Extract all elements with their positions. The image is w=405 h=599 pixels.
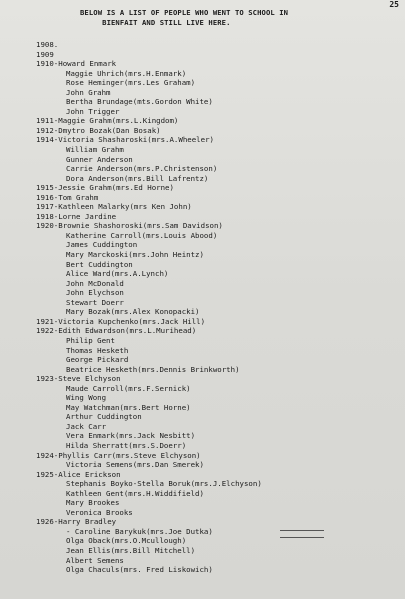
name-entry: Gunner Anderson — [66, 154, 133, 164]
name-entry: John Trigger — [66, 106, 120, 116]
name-entry: - Caroline Barykuk(mrs.Joe Dutka) — [66, 526, 213, 536]
name-entry: Philip Gent — [66, 335, 115, 345]
name-entry: Stewart Doerr — [66, 297, 124, 307]
year-entry: 1916-Tom Grahm — [36, 192, 99, 202]
heading-line-2: BIENFAIT AND STILL LIVE HERE. — [102, 18, 231, 27]
year-entry: 1909 — [36, 49, 54, 59]
name-entry: Arthur Cuddington — [66, 412, 142, 422]
name-entry: George Pickard — [66, 355, 129, 365]
name-entry: Katherine Carroll(mrs.Louis Abood) — [66, 230, 218, 240]
name-entry: Thomas Hesketh — [66, 345, 129, 355]
year-entry: 1925-Alice Erickson — [36, 469, 121, 479]
name-entry: Bert Cuddington — [66, 259, 133, 269]
name-entry: Alice Ward(mrs.A.Lynch) — [66, 269, 169, 279]
year-entry: 1918-Lorne Jardine — [36, 211, 117, 221]
name-entry: Vera Enmark(mrs.Jack Nesbitt) — [66, 431, 196, 441]
name-entry: Rose Heminger(mrs.Les Graham) — [66, 78, 196, 88]
name-entry: Olga Chaculs(mrs. Fred Liskowich) — [66, 565, 213, 575]
name-entry: Mary Marckoski(mrs.John Heintz) — [66, 250, 204, 260]
year-entry: 1923-Steve Elchyson — [36, 374, 121, 384]
heading-line-1: BELOW IS A LIST OF PEOPLE WHO WENT TO SCHOOL IN — [80, 8, 289, 17]
year-entry: 1914-Victoria Shasharoski(mrs.A.Wheeler) — [36, 135, 214, 145]
year-entry: 1911-Maggie Grahm(mrs.L.Kingdom) — [36, 116, 179, 126]
name-entry: Beatrice Hesketh(mrs.Dennis Brinkworth) — [66, 364, 240, 374]
name-entry: John Elychson — [66, 288, 124, 298]
name-entry: Jean Ellis(mrs.Bill Mitchell) — [66, 545, 196, 555]
year-entry: 1912-Dmytro Bozak(Dan Bosak) — [36, 125, 161, 135]
name-entry: May Watchman(mrs.Bert Horne) — [66, 402, 191, 412]
name-entry: Wing Wong — [66, 393, 107, 403]
name-entry: Hilda Sherratt(mrs.S.Doerr) — [66, 440, 187, 450]
year-entry: 1926-Harry Bradley — [36, 517, 117, 527]
student-list — [36, 40, 396, 575]
small-printed-stamp — [280, 530, 324, 538]
name-entry: Maggie Uhrich(mrs.H.Enmark) — [66, 68, 187, 78]
name-entry: Mary Brookes — [66, 498, 120, 508]
name-entry: Stephanis Boyko-Stella Boruk(mrs.J.Elchyson) — [66, 479, 262, 489]
page-heading — [80, 8, 380, 28]
name-entry: Mary Bozak(mrs.Alex Konopacki) — [66, 307, 200, 317]
name-entry: Jack Carr — [66, 421, 107, 431]
year-entry: 1921-Victoria Kupchenko(mrs.Jack Hill) — [36, 316, 206, 326]
name-entry: John Grahm — [66, 87, 111, 97]
name-entry: Maude Carroll(mrs.F.Sernick) — [66, 383, 191, 393]
name-entry: Carrie Anderson(mrs.P.Christenson) — [66, 164, 218, 174]
name-entry: Victoria Semens(mrs.Dan Smerek) — [66, 460, 204, 470]
year-entry: 1908. — [36, 40, 59, 49]
name-entry: James Cuddington — [66, 240, 138, 250]
name-entry: Veronica Brooks — [66, 507, 133, 517]
year-entry: 1917-Kathleen Malarky(mrs Ken John) — [36, 202, 192, 212]
year-entry: 1924-Phyllis Carr(mrs.Steve Elchyson) — [36, 450, 201, 460]
name-entry: Bertha Brundage(mts.Gordon White) — [66, 97, 213, 107]
page-number: 25 — [389, 0, 399, 9]
year-entry: 1920-Brownie Shashoroski(mrs.Sam Davidson) — [36, 221, 223, 231]
name-entry: William Grahm — [66, 145, 124, 155]
name-entry: John McDonald — [66, 278, 124, 288]
year-entry: 1910-Howard Enmark — [36, 59, 117, 69]
year-entry: 1915-Jessie Grahm(mrs.Ed Horne) — [36, 183, 174, 193]
year-entry: 1922-Edith Edwardson(mrs.L.Murihead) — [36, 326, 197, 336]
name-entry: Dora Anderson(mrs.Bill Lafrentz) — [66, 173, 209, 183]
name-entry: Albert Semens — [66, 555, 124, 565]
name-entry: Kathleen Gent(mrs.H.Widdifield) — [66, 488, 204, 498]
name-entry: Olga Oback(mrs.O.Mcullough) — [66, 536, 187, 546]
